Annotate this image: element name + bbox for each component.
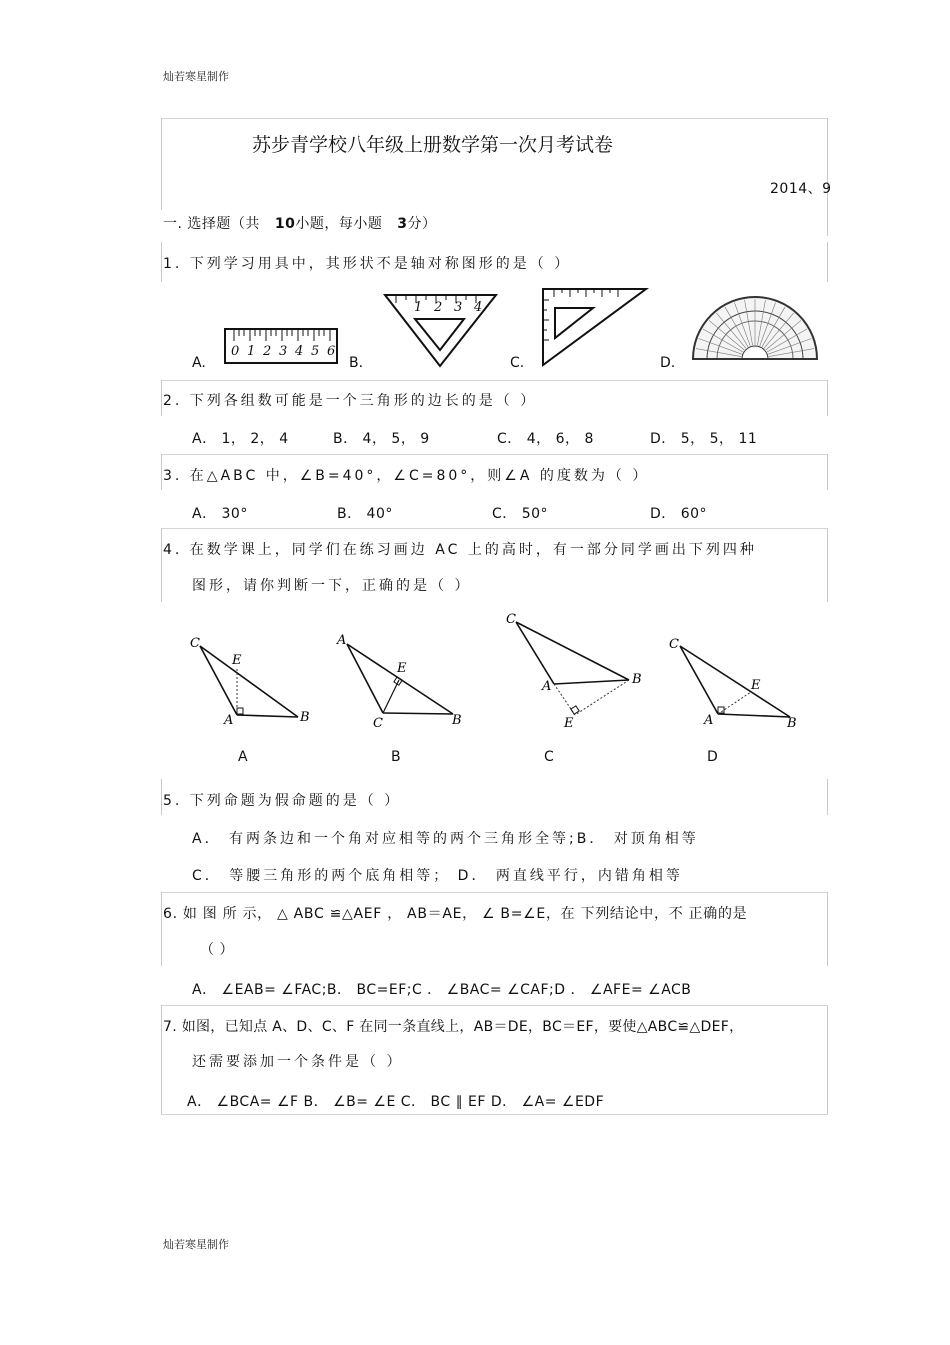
- q2-top-rule: [161, 380, 828, 381]
- frame-top-rule: [161, 118, 828, 119]
- q6-options: A． ∠EAB= ∠FAC;B． BC=EF;C ． ∠BAC= ∠CAF;D ． ∠AFE= ∠ACB: [192, 982, 692, 998]
- fig-a-label-e: E: [232, 653, 242, 668]
- q1-option-b: B.: [349, 355, 364, 371]
- q2-right-rule: [827, 380, 828, 416]
- q4-stem-line2: 图形，请你判断一下，正确的是（ ）: [192, 578, 472, 594]
- fig-b-label-e: E: [397, 661, 407, 676]
- fig-b-label-c: C: [373, 716, 383, 731]
- set-square-num-4: 4: [474, 300, 483, 315]
- protractor-icon: [690, 294, 820, 362]
- q5-options-line1: A． 有两条边和一个角对应相等的两个三角形全等;B． 对顶角相等: [192, 831, 699, 847]
- fig-c-label-a: A: [542, 679, 552, 694]
- page-footer: 灿若寒星制作: [163, 1238, 229, 1251]
- q3-right-rule: [827, 454, 828, 490]
- question-count: 10: [274, 216, 296, 232]
- q3-top-rule: [161, 454, 828, 455]
- q4-right-rule: [827, 528, 828, 602]
- exam-date: 2014、9: [770, 181, 832, 197]
- question-score: 3: [397, 216, 408, 232]
- section-prefix: 一. 选择题（共: [163, 216, 260, 232]
- ruler-icon: [224, 327, 340, 367]
- set-square-triangle-icon: [382, 292, 500, 370]
- q6-stem-line1: 6. 如 图 所 示， △ ABC ≌△AEF ， AB＝AE， ∠ B=∠E，在 下列结论中，不 正确的是: [163, 906, 748, 922]
- q1-option-d: D.: [660, 355, 676, 371]
- ruler-num-3: 3: [279, 344, 288, 359]
- section-suffix: 分）: [407, 216, 437, 232]
- ruler-num-0: 0: [231, 344, 240, 359]
- fig-d-label-e: E: [751, 678, 761, 693]
- fig-a-label-a: A: [224, 713, 234, 728]
- fig-a-label-b: B: [300, 710, 310, 725]
- q7-left-rule: [161, 1005, 162, 1115]
- fig-d-label-b: B: [787, 716, 797, 731]
- q6-left-rule: [161, 892, 162, 966]
- set-square-num-1: 1: [414, 300, 423, 315]
- q2-stem: 2. 下列各组数可能是一个三角形的边长的是（ ）: [163, 393, 538, 409]
- q1-option-a: A.: [192, 355, 206, 371]
- fig-b-label-a: A: [337, 633, 347, 648]
- ruler-num-1: 1: [247, 344, 256, 359]
- q2-option-d: D． 5， 5， 11: [650, 431, 758, 447]
- fig-c-label-e: E: [564, 716, 574, 731]
- fig-d-label-c: C: [669, 637, 679, 652]
- q4-left-rule: [161, 528, 162, 602]
- q5-left-rule: [161, 779, 162, 815]
- q3-option-c: C． 50°: [492, 506, 549, 522]
- q4-figure-c-label: C: [544, 749, 554, 765]
- section-heading: [163, 213, 437, 233]
- fig-a-label-c: C: [190, 636, 200, 651]
- q4-stem-line1: 4. 在数学课上，同学们在练习画边 AC 上的高时，有一部分同学画出下列四种: [163, 542, 757, 558]
- q3-stem: 3. 在△ABC 中，∠B=40°，∠C=80°，则∠A 的度数为（ ）: [163, 468, 650, 484]
- q3-option-d: D． 60°: [650, 506, 708, 522]
- q1-option-c: C.: [510, 355, 525, 371]
- exam-title: 苏步青学校八年级上册数学第一次月考试卷: [252, 134, 614, 156]
- q1-left-rule: [161, 242, 162, 282]
- set-square-num-2: 2: [434, 300, 443, 315]
- q3-option-b: B． 40°: [337, 506, 393, 522]
- ruler-num-5: 5: [311, 344, 320, 359]
- q5-stem: 5. 下列命题为假命题的是（ ）: [163, 793, 402, 809]
- q7-bottom-rule: [161, 1114, 828, 1115]
- q2-option-c: C． 4， 6， 8: [497, 431, 594, 447]
- q7-stem-line2: 还需要添加一个条件是（ ）: [192, 1054, 404, 1070]
- q6-stem-line2: （ ）: [200, 942, 234, 958]
- q1-right-rule: [827, 242, 828, 282]
- ruler-num-4: 4: [295, 344, 304, 359]
- q6-top-rule: [161, 892, 828, 893]
- fig-c-label-b: B: [632, 672, 642, 687]
- frame-left-rule: [161, 118, 162, 210]
- ruler-num-2: 2: [263, 344, 272, 359]
- section-mid: 小题，每小题: [295, 216, 383, 232]
- q4-figure-c: [498, 604, 648, 734]
- q6-right-rule: [827, 892, 828, 966]
- q2-option-a: A． 1， 2， 4: [192, 431, 289, 447]
- set-square-num-3: 3: [454, 300, 463, 315]
- ruler-num-6: 6: [327, 344, 336, 359]
- fig-d-label-a: A: [704, 713, 714, 728]
- fig-b-label-b: B: [452, 713, 462, 728]
- fig-c-label-c: C: [506, 612, 516, 627]
- q5-options-line2: C． 等腰三角形的两个底角相等； D． 两直线平行，内错角相等: [192, 868, 683, 884]
- q3-option-a: A． 30°: [192, 506, 248, 522]
- q3-left-rule: [161, 454, 162, 490]
- frame-right-rule: [827, 118, 828, 236]
- q1-stem: 1. 下列学习用具中，其形状不是轴对称图形的是（ ）: [163, 256, 572, 272]
- q2-left-rule: [161, 380, 162, 416]
- q7-top-rule: [161, 1005, 828, 1006]
- q7-right-rule: [827, 1005, 828, 1115]
- page-header: 灿若寒星制作: [163, 70, 229, 83]
- q4-figure-a: [180, 628, 320, 733]
- q5-right-rule: [827, 779, 828, 815]
- q4-top-rule: [161, 528, 828, 529]
- q4-figure-b-label: B: [391, 749, 401, 765]
- q2-option-b: B． 4， 5， 9: [333, 431, 430, 447]
- q4-figure-a-label: A: [238, 749, 248, 765]
- q7-options: A． ∠BCA= ∠F B． ∠B= ∠E C． BC ∥ EF D． ∠A= ∠EDF: [187, 1094, 605, 1110]
- q7-stem-line1: 7. 如图，已知点 A、D、C、F 在同一条直线上，AB＝DE，BC＝EF，要使△ABC≌△DEF，: [163, 1019, 744, 1035]
- set-square-right-icon: [540, 286, 650, 368]
- q4-figure-b: [330, 628, 470, 733]
- q4-figure-d-label: D: [707, 749, 718, 765]
- q4-figure-d: [660, 628, 810, 733]
